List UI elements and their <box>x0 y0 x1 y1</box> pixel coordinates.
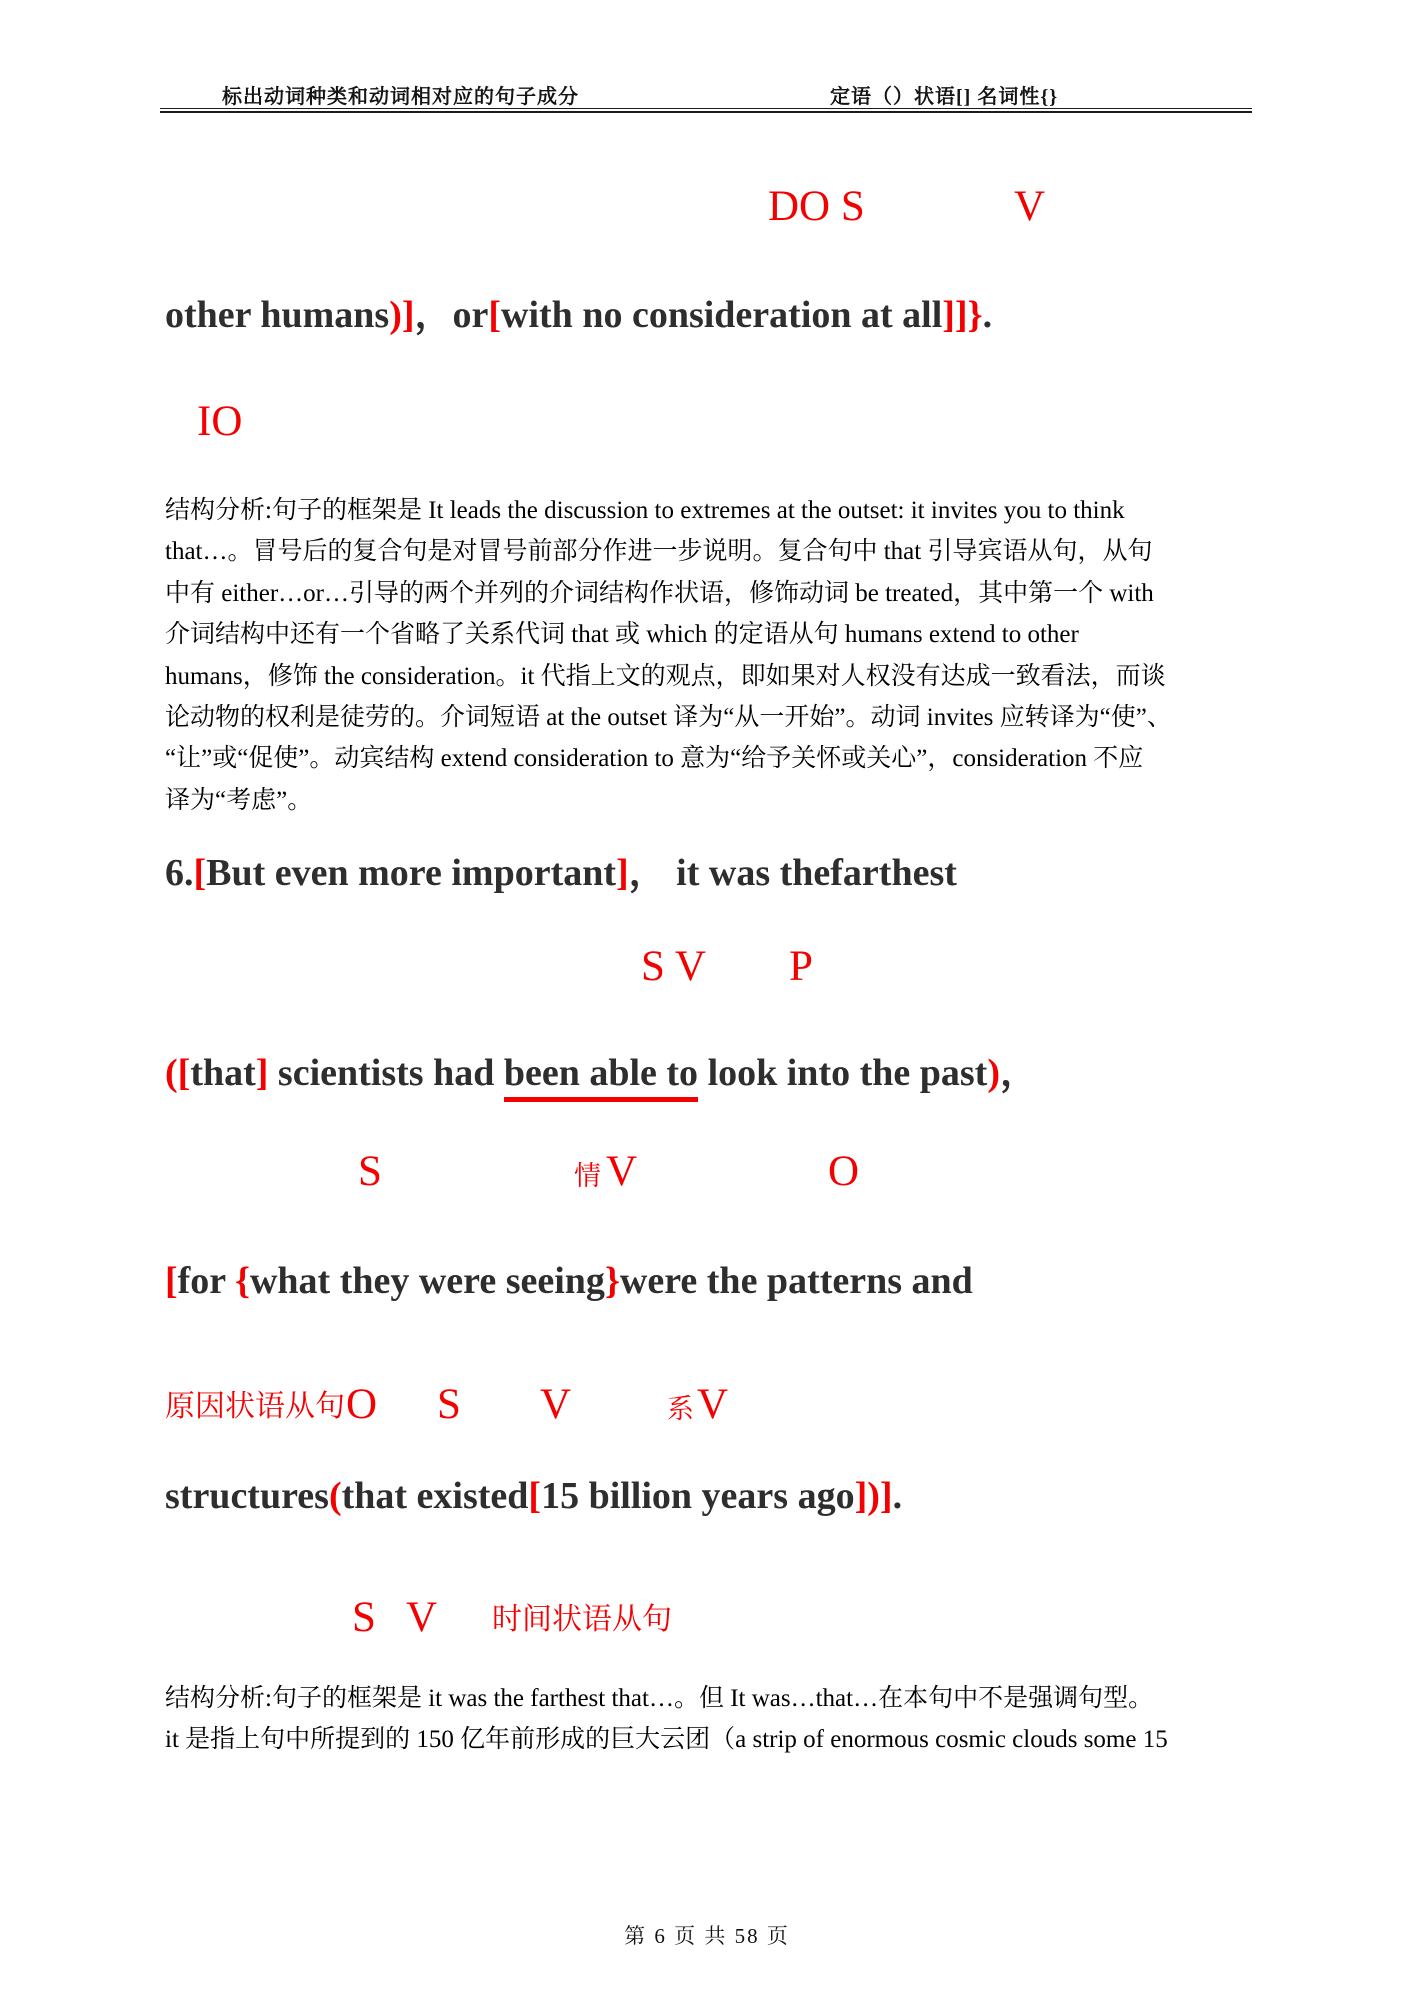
bracket-marker: } <box>604 1260 620 1302</box>
bracket-marker: ([ <box>165 1052 191 1094</box>
text-segment: . <box>892 1475 903 1517</box>
text-segment: look into the past <box>698 1052 988 1094</box>
text-segment: structures <box>165 1475 329 1517</box>
text-segment: been able to <box>504 1052 698 1102</box>
annotation-s-4: S <box>352 1594 376 1641</box>
annotation-s-3: S <box>437 1381 461 1428</box>
page-number-footer: 第 6 页 共 58 页 <box>624 1924 790 1948</box>
analysis-line: 论动物的权利是徒劳的。介词短语 at the outset 译为“从一开始”。动词 invites 应转译为“使”、 <box>165 704 1172 732</box>
bracket-marker: ) <box>987 1052 1000 1094</box>
bracket-marker: [ <box>488 294 502 336</box>
annotation-v-1: V <box>1014 183 1046 230</box>
bracket-marker: [ <box>193 852 207 894</box>
text-segment: were the patterns and <box>619 1260 973 1302</box>
annotation-p: P <box>789 943 813 990</box>
analysis-line: 结构分析:句子的框架是 It leads the discussion to extremes at the outset: it invites you to think <box>165 497 1125 524</box>
text-segment: with no consideration at all <box>501 294 943 336</box>
text-segment: ， it was thefarthest <box>628 852 957 894</box>
sentence-fragment-2 <box>165 1050 1038 1098</box>
analysis-line: 中有 either…or…引导的两个并列的介词结构作状语，修饰动词 be treated，其中第一个 with <box>165 579 1154 607</box>
annotation-xi-linking: 系 <box>667 1394 694 1424</box>
annotation-io: IO <box>197 398 243 445</box>
text-segment: scientists had <box>268 1052 504 1094</box>
annotation-o-3: O <box>346 1381 378 1428</box>
bracket-marker: ] <box>616 852 629 894</box>
annotation-v-3: V <box>540 1381 572 1428</box>
text-segment: ，or <box>414 294 489 336</box>
text-segment: what they were seeing <box>249 1260 605 1302</box>
text-segment: other humans <box>165 294 390 336</box>
structure-analysis-2 <box>165 1678 1285 1761</box>
sentence-fragment-4 <box>165 1473 902 1521</box>
text-segment: that <box>190 1052 256 1094</box>
analysis-line: 结构分析:句子的框架是 it was the farthest that…。但 It was…that…在本句中不是强调句型。 <box>165 1685 1154 1712</box>
annotation-s-v: S V <box>641 943 706 990</box>
bracket-marker: [ <box>165 1260 178 1302</box>
text-segment: 6. <box>165 852 194 894</box>
annotation-clause-reason: 原因状语从句 <box>165 1390 345 1423</box>
sentence-6-heading <box>165 850 957 898</box>
bracket-marker: [ <box>528 1475 542 1517</box>
text-segment: 15 billion years ago <box>541 1475 855 1517</box>
annotation-v-5: V <box>406 1594 438 1641</box>
bracket-marker: ])] <box>854 1475 893 1517</box>
text-segment: ， <box>1000 1052 1039 1094</box>
text-segment: . <box>982 294 993 336</box>
header-rule <box>160 108 1252 113</box>
analysis-line: it 是指上句中所提到的 150 亿年前形成的巨大云团（a strip of enormous cosmic clouds some 15 <box>165 1726 1168 1754</box>
annotation-do-s: DO S <box>768 183 865 230</box>
header-right-text: 定语（）状语[] 名词性{} <box>830 86 1059 108</box>
sentence-fragment-1 <box>165 292 992 340</box>
analysis-line: 介词结构中还有一个省略了关系代词 that 或 which 的定语从句 humans extend to other <box>165 621 1079 649</box>
text-segment: that existed <box>341 1475 529 1517</box>
analysis-line: 译为“考虑”。 <box>165 786 313 814</box>
structure-analysis-1 <box>165 490 1285 821</box>
analysis-line: that…。冒号后的复合句是对冒号前部分作进一步说明。复合句中 that 引导宾语从句，从句 <box>165 538 1153 566</box>
analysis-line: “让”或“促使”。动宾结构 extend consideration to 意为“给予关怀或关心”，consideration 不应 <box>165 745 1144 773</box>
analysis-line: humans，修饰 the consideration。it 代指上文的观点，即如果对人权没有达成一致看法，而谈 <box>165 662 1166 690</box>
annotation-o-2: O <box>828 1148 860 1195</box>
bracket-marker: ] <box>255 1052 269 1094</box>
bracket-marker: ]]} <box>942 294 983 336</box>
bracket-marker: ( <box>328 1475 342 1517</box>
bracket-marker: { <box>235 1260 250 1302</box>
annotation-qing-modal: 情 <box>574 1161 601 1191</box>
header-left-text: 标出动词种类和动词相对应的句子成分 <box>222 86 579 108</box>
annotation-s-2: S <box>358 1148 382 1195</box>
sentence-fragment-3 <box>165 1258 973 1306</box>
annotation-v-4: V <box>697 1381 729 1428</box>
text-segment: But even more important <box>206 852 617 894</box>
bracket-marker: )] <box>389 294 415 336</box>
text-segment: for <box>177 1260 235 1302</box>
annotation-v-2: V <box>606 1148 638 1195</box>
annotation-clause-time: 时间状语从句 <box>492 1603 672 1636</box>
